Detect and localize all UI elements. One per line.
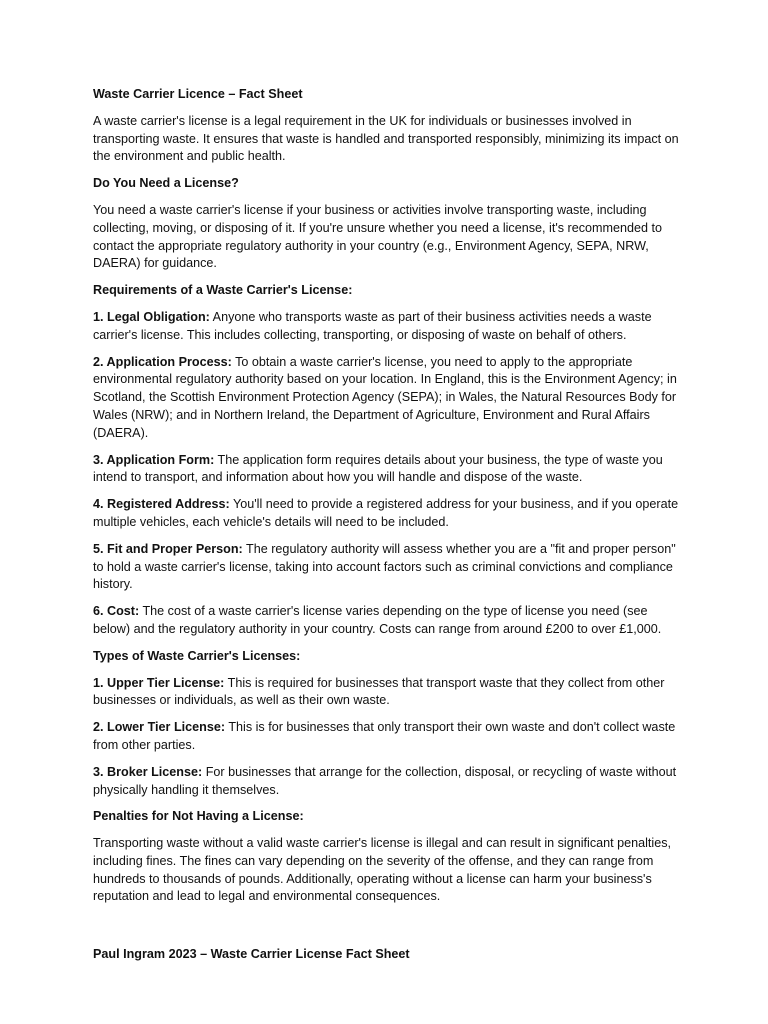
license-type-text: This is for businesses that only transport their own waste and don't collect waste from other parties. xyxy=(93,720,676,752)
requirement-text: You'll need to provide a registered address for your business, and if you operate multiple vehicles, each vehicle's details will need to be included. xyxy=(93,497,679,529)
requirement-text: To obtain a waste carrier's license, you need to apply to the appropriate environmental regulatory authority based on your location. In England, this is the Environment Agency; in Scotland, the Scottish Environment Protection Agency (SEPA); in Wales, the Natural Resources Body for Wales (NRW); and in Northern Ireland, the Department of Agriculture, Environment and Rural Affairs (DAERA). xyxy=(93,354,677,440)
requirements-heading: Requirements of a Waste Carrier's License: xyxy=(93,283,353,298)
requirement-item xyxy=(93,603,683,639)
requirement-text: The cost of a waste carrier's license varies depending on the type of license you need (see below) and the regulatory authority in your country. Costs can range from around £200 to over £1,000. xyxy=(93,604,662,636)
penalties-heading: Penalties for Not Having a License: xyxy=(93,809,304,824)
requirement-item xyxy=(93,541,683,594)
license-type-item xyxy=(93,675,683,711)
requirement-item xyxy=(93,354,683,443)
types-list xyxy=(93,675,683,800)
requirement-label: 5. Fit and Proper Person: xyxy=(93,541,243,556)
intro-paragraph: A waste carrier's license is a legal requirement in the UK for individuals or businesses involved in transporting waste. It ensures that waste is handled and transported responsibly, minimizing its impact on the environment and public health. xyxy=(93,113,679,164)
requirement-text: Anyone who transports waste as part of their business activities needs a waste carrier's license. This includes collecting, transporting, or disposing of waste on behalf of others. xyxy=(93,309,652,342)
license-type-item xyxy=(93,719,683,755)
requirement-text: The application form requires details about your business, the type of waste you intend to transport, and information about how you will handle and dispose of the waste. xyxy=(93,452,663,485)
need-license-paragraph: You need a waste carrier's license if your business or activities involve transporting waste, including collecting, moving, or disposing of it. If you're unsure whether you need a license, it's recommended to contact the appropriate regulatory authority in your country (e.g., Environment Agency, SEPA, NRW, DAERA) for guidance. xyxy=(93,202,663,271)
requirement-label: 4. Registered Address: xyxy=(93,497,230,512)
license-type-item xyxy=(93,764,683,800)
license-type-text: This is required for businesses that transport waste that they collect from other businesses or individuals, as well as their own waste. xyxy=(93,675,665,708)
document-footer: Paul Ingram 2023 – Waste Carrier License Fact Sheet xyxy=(93,947,410,961)
document-title: Waste Carrier Licence – Fact Sheet xyxy=(93,87,303,101)
requirements-list xyxy=(93,309,683,639)
types-heading: Types of Waste Carrier's Licenses: xyxy=(93,648,301,663)
penalties-paragraph: Transporting waste without a valid waste carrier's license is illegal and can result in significant penalties, including fines. The fines can vary depending on the severity of the offense, and they can range from hundreds to thousands of pounds. Additionally, operating without a license can harm your business's reputation and lead to legal and environmental consequences. xyxy=(93,836,672,904)
license-type-text: For businesses that arrange for the collection, disposal, or recycling of waste without physically handling it themselves. xyxy=(93,764,677,797)
requirement-label: 1. Legal Obligation: xyxy=(93,309,210,324)
document-page xyxy=(93,86,683,915)
requirement-label: 2. Application Process: xyxy=(93,354,232,369)
requirement-item xyxy=(93,452,683,488)
license-type-label: 3. Broker License: xyxy=(93,764,203,779)
need-license-heading: Do You Need a License? xyxy=(93,176,239,191)
requirement-text: The regulatory authority will assess whether you are a "fit and proper person" to hold a waste carrier's license, taking into account factors such as criminal convictions and compliance history. xyxy=(93,541,676,592)
requirement-item xyxy=(93,309,683,345)
license-type-label: 1. Upper Tier License: xyxy=(93,675,225,690)
requirement-label: 6. Cost: xyxy=(93,604,140,619)
requirement-label: 3. Application Form: xyxy=(93,452,215,467)
requirement-item xyxy=(93,496,683,532)
license-type-label: 2. Lower Tier License: xyxy=(93,720,226,735)
